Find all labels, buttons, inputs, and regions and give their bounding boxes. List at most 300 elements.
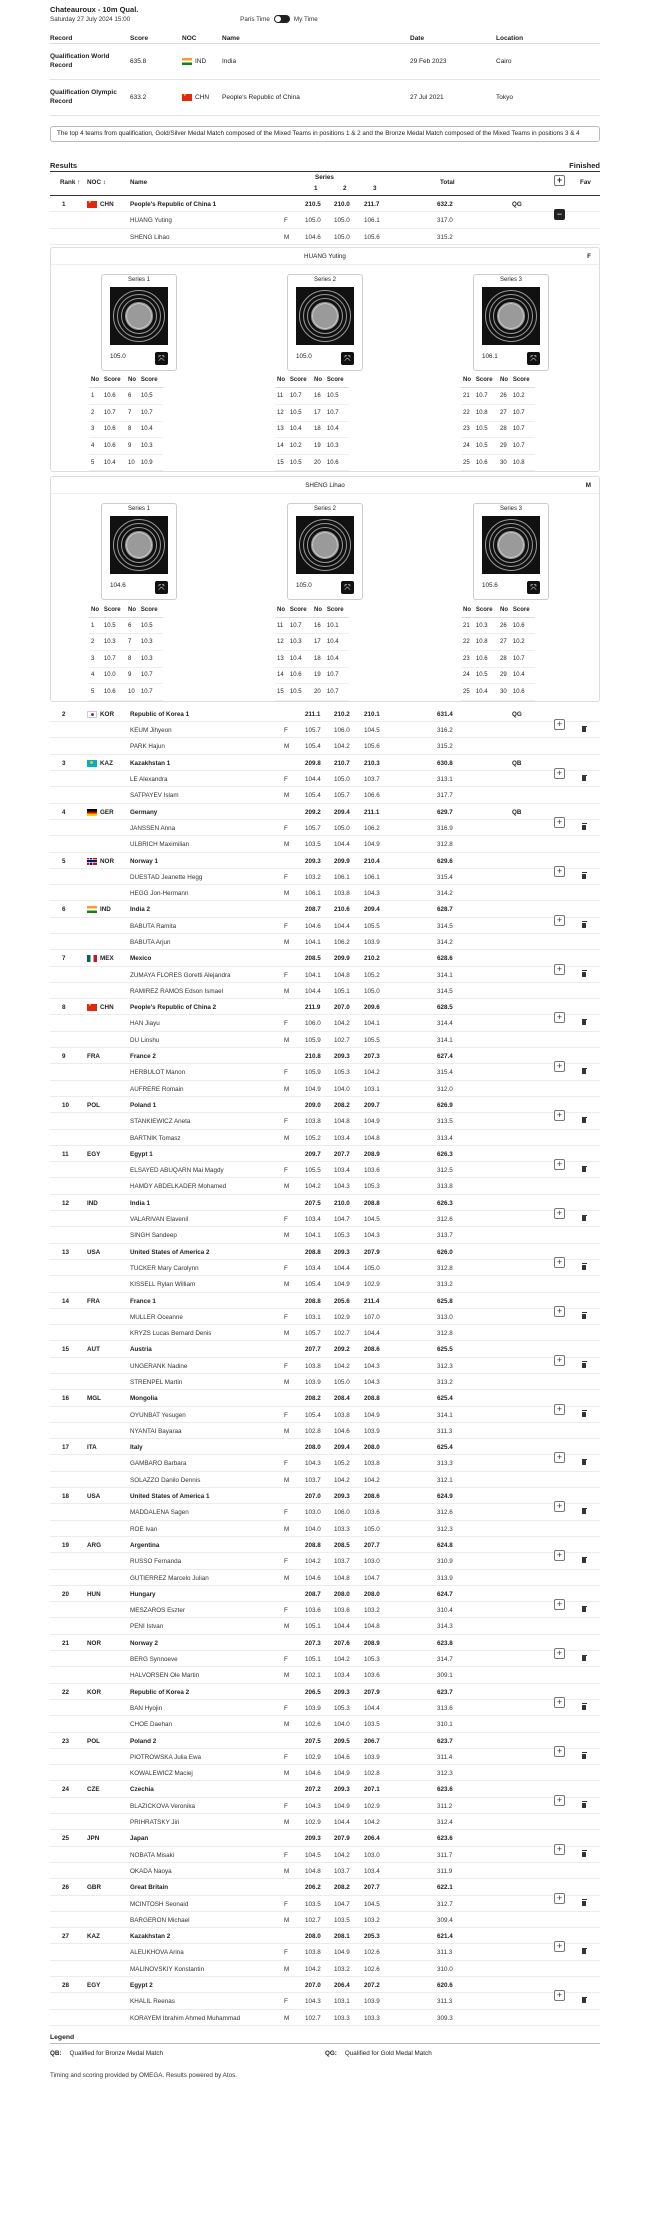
athlete-series-2: 104.4 bbox=[334, 841, 350, 849]
athlete-row[interactable] bbox=[50, 1354, 600, 1374]
athlete-gender: M bbox=[284, 1281, 290, 1289]
team-row[interactable] bbox=[50, 196, 600, 212]
athlete-row[interactable] bbox=[50, 816, 600, 836]
athlete-total: 315.2 bbox=[437, 743, 453, 751]
series-column bbox=[89, 503, 189, 700]
athlete-row[interactable] bbox=[50, 1032, 600, 1048]
delete-icon[interactable] bbox=[582, 1020, 586, 1025]
athlete-row[interactable] bbox=[50, 1403, 600, 1423]
records-table bbox=[50, 34, 600, 116]
athlete-row[interactable] bbox=[50, 1208, 600, 1227]
timezone-switch[interactable] bbox=[240, 15, 318, 23]
shot-cell: 2 bbox=[89, 634, 102, 651]
expand-button[interactable]: + bbox=[554, 817, 565, 828]
athlete-row[interactable] bbox=[50, 963, 600, 983]
athlete-total: 314.5 bbox=[437, 922, 453, 930]
shot-cell: 10.3 bbox=[288, 634, 312, 651]
athlete-row[interactable] bbox=[50, 1814, 600, 1830]
team-row[interactable] bbox=[50, 1684, 600, 1700]
team-row[interactable] bbox=[50, 1048, 600, 1064]
athlete-series-2: 104.4 bbox=[334, 1623, 350, 1631]
team-rank: 28 bbox=[62, 1981, 70, 1989]
col-noc[interactable]: NOC ↕ bbox=[87, 179, 106, 186]
athlete-row[interactable] bbox=[50, 1863, 600, 1879]
shot-cell: 10.6 bbox=[511, 684, 535, 701]
athlete-row[interactable] bbox=[50, 1081, 600, 1097]
athlete-series-3: 104.5 bbox=[364, 727, 380, 735]
team-row[interactable] bbox=[50, 1635, 600, 1651]
team-series-3: 207.1 bbox=[364, 1786, 380, 1794]
expand-button[interactable]: + bbox=[554, 1306, 565, 1317]
athlete-row[interactable] bbox=[50, 1110, 600, 1129]
athlete-series-2: 103.4 bbox=[334, 1167, 350, 1175]
team-series-2: 210.0 bbox=[334, 201, 350, 208]
athlete-row[interactable] bbox=[50, 983, 600, 999]
team-name: Norway 1 bbox=[130, 857, 158, 865]
shot-cell: 10.6 bbox=[474, 651, 498, 668]
shots-header: No bbox=[312, 373, 325, 388]
shot-cell: 10.5 bbox=[288, 404, 312, 421]
team-row[interactable] bbox=[50, 1488, 600, 1504]
delete-icon[interactable] bbox=[582, 1558, 586, 1563]
team-noc: FRA bbox=[87, 1053, 100, 1061]
athlete-row[interactable] bbox=[50, 1521, 600, 1537]
expand-button[interactable]: + bbox=[554, 1990, 565, 2001]
team-row[interactable] bbox=[50, 1146, 600, 1162]
athlete-row[interactable] bbox=[50, 719, 600, 738]
athlete-series-1: 102.7 bbox=[305, 1916, 321, 1924]
legend-item-qg: QG: Qualified for Gold Medal Match bbox=[325, 2049, 432, 2057]
shot-cell: 27 bbox=[498, 404, 511, 421]
expand-button[interactable]: + bbox=[554, 1599, 565, 1610]
team-total: 626.0 bbox=[437, 1248, 453, 1256]
team-noc: KOR bbox=[87, 1688, 101, 1696]
athlete-row[interactable] bbox=[50, 1423, 600, 1439]
expand-button[interactable]: + bbox=[554, 1110, 565, 1121]
expand-button[interactable]: + bbox=[554, 1355, 565, 1366]
team-rank: 27 bbox=[62, 1933, 70, 1941]
shot-cell: 10 bbox=[126, 454, 139, 471]
team-row[interactable] bbox=[50, 1195, 600, 1211]
athlete-total: 312.3 bbox=[437, 1770, 453, 1778]
athlete-series-1: 104.0 bbox=[305, 1525, 321, 1533]
athlete-series-2: 104.2 bbox=[334, 743, 350, 751]
athlete-row[interactable] bbox=[50, 1061, 600, 1080]
series-target-card bbox=[101, 503, 177, 600]
expand-button[interactable]: + bbox=[554, 1159, 565, 1170]
shot-cell: 23 bbox=[461, 421, 474, 438]
athlete-row[interactable] bbox=[50, 1501, 600, 1520]
athlete-row[interactable] bbox=[50, 1276, 600, 1292]
team-rank: 13 bbox=[62, 1248, 70, 1256]
team-row[interactable] bbox=[50, 853, 600, 869]
col-total: Total bbox=[440, 179, 455, 186]
athlete-row[interactable] bbox=[50, 2010, 600, 2026]
athlete-row[interactable] bbox=[50, 1570, 600, 1586]
athlete-name: KOWALEWICZ Maciej bbox=[130, 1770, 193, 1778]
team-row[interactable] bbox=[50, 1879, 600, 1895]
athlete-total: 312.1 bbox=[437, 1476, 453, 1484]
shot-cell: 29 bbox=[498, 438, 511, 455]
athlete-row[interactable] bbox=[50, 836, 600, 852]
team-total: 626.9 bbox=[437, 1101, 453, 1109]
athlete-gender: F bbox=[284, 873, 288, 881]
team-row[interactable] bbox=[50, 1537, 600, 1553]
delete-icon[interactable] bbox=[582, 1998, 586, 2003]
expand-button[interactable]: + bbox=[554, 1697, 565, 1708]
team-name: India 1 bbox=[130, 1199, 150, 1207]
athlete-row[interactable] bbox=[50, 1256, 600, 1276]
shot-cell: 10.4 bbox=[288, 421, 312, 438]
athlete-series-1: 104.6 bbox=[305, 1770, 321, 1778]
athlete-series-2: 103.4 bbox=[334, 1672, 350, 1680]
athlete-series-3: 102.8 bbox=[364, 1770, 380, 1778]
shot-row bbox=[461, 454, 535, 471]
athlete-total: 314.4 bbox=[437, 1020, 453, 1028]
delete-icon[interactable] bbox=[582, 1363, 586, 1368]
delete-icon[interactable] bbox=[582, 1412, 586, 1417]
team-noc: GER bbox=[87, 809, 114, 816]
athlete-row[interactable] bbox=[50, 1227, 600, 1243]
expand-button[interactable]: + bbox=[554, 1257, 565, 1268]
athlete-row[interactable] bbox=[50, 209, 600, 228]
athlete-name: HALVORSEN Ole Martin bbox=[130, 1672, 200, 1680]
team-row[interactable] bbox=[50, 1733, 600, 1749]
delete-icon[interactable] bbox=[582, 1852, 586, 1857]
athlete-row[interactable] bbox=[50, 1374, 600, 1390]
athlete-gender: F bbox=[284, 1509, 288, 1517]
athlete-row[interactable] bbox=[50, 229, 600, 245]
expand-button[interactable]: + bbox=[554, 1941, 565, 1952]
athlete-row[interactable] bbox=[50, 865, 600, 885]
delete-icon[interactable] bbox=[582, 1118, 586, 1123]
record-location: Cairo bbox=[496, 58, 512, 65]
athlete-row[interactable] bbox=[50, 1599, 600, 1618]
team-row[interactable] bbox=[50, 1928, 600, 1944]
series-total: 105.6 bbox=[482, 582, 498, 590]
athlete-series-1: 104.2 bbox=[305, 1558, 321, 1566]
shot-row bbox=[275, 388, 349, 405]
expand-button[interactable]: + bbox=[554, 1208, 565, 1219]
expand-button[interactable]: + bbox=[554, 1452, 565, 1463]
delete-icon[interactable] bbox=[582, 1901, 586, 1906]
team-row[interactable] bbox=[50, 1977, 600, 1993]
athlete-series-3: 103.1 bbox=[364, 1085, 380, 1093]
athlete-total: 312.3 bbox=[437, 1525, 453, 1533]
delete-icon[interactable] bbox=[582, 1705, 586, 1710]
athlete-series-1: 104.3 bbox=[305, 1460, 321, 1468]
athlete-gender: M bbox=[284, 233, 290, 241]
athlete-series-2: 105.7 bbox=[334, 792, 350, 800]
delete-icon[interactable] bbox=[582, 1069, 586, 1074]
athlete-row[interactable] bbox=[50, 1472, 600, 1488]
expand-icon[interactable]: ⤧ bbox=[155, 352, 168, 365]
team-series-3: 210.4 bbox=[364, 857, 380, 865]
expand-icon[interactable]: ⤧ bbox=[341, 581, 354, 594]
athlete-row[interactable] bbox=[50, 1130, 600, 1146]
series-target-card bbox=[473, 274, 549, 371]
team-series-3: 208.8 bbox=[364, 1395, 380, 1403]
delete-icon[interactable] bbox=[582, 1949, 586, 1954]
delete-icon[interactable] bbox=[582, 874, 586, 879]
team-rank: 23 bbox=[62, 1737, 70, 1745]
expand-button[interactable]: + bbox=[554, 1501, 565, 1512]
athlete-series-1: 103.9 bbox=[305, 1379, 321, 1386]
athlete-series-3: 104.8 bbox=[364, 1623, 380, 1631]
team-total: 624.7 bbox=[437, 1590, 453, 1598]
delete-icon[interactable] bbox=[582, 1167, 586, 1172]
team-series-3: 207.2 bbox=[364, 1981, 380, 1989]
athlete-series-1: 104.1 bbox=[305, 938, 321, 946]
athlete-series-1: 103.4 bbox=[305, 1216, 321, 1224]
athlete-series-3: 104.2 bbox=[364, 1819, 380, 1827]
shot-row bbox=[461, 684, 535, 701]
team-noc: MEX bbox=[87, 955, 114, 962]
athlete-series-1: 104.4 bbox=[305, 987, 321, 995]
team-row[interactable] bbox=[50, 1341, 600, 1357]
delete-icon[interactable] bbox=[582, 972, 586, 977]
shot-cell: 28 bbox=[498, 651, 511, 668]
expand-button[interactable]: + bbox=[554, 1550, 565, 1561]
team-row[interactable] bbox=[50, 1244, 600, 1260]
athlete-row[interactable] bbox=[50, 1990, 600, 2009]
shots-header: No bbox=[89, 373, 102, 388]
delete-icon[interactable] bbox=[582, 1803, 586, 1808]
athlete-total: 313.3 bbox=[437, 1460, 453, 1468]
athlete-name: CHOE Daehan bbox=[130, 1721, 172, 1729]
shot-cell: 10.7 bbox=[325, 684, 349, 701]
shot-row bbox=[89, 438, 163, 455]
team-row[interactable] bbox=[50, 1781, 600, 1797]
athlete-series-2: 104.2 bbox=[334, 1362, 350, 1370]
expand-button[interactable]: + bbox=[554, 1795, 565, 1806]
athlete-row[interactable] bbox=[50, 787, 600, 803]
team-rank: 5 bbox=[62, 857, 66, 865]
athlete-gender: M bbox=[284, 1085, 290, 1093]
athlete-series-2: 103.4 bbox=[334, 1134, 350, 1142]
expand-button[interactable]: + bbox=[554, 866, 565, 877]
team-series-1: 206.5 bbox=[305, 1688, 321, 1696]
team-row[interactable] bbox=[50, 1439, 600, 1455]
shot-row bbox=[89, 404, 163, 421]
shot-cell: 21 bbox=[461, 617, 474, 634]
expand-icon[interactable]: ⤧ bbox=[527, 352, 540, 365]
team-noc: POL bbox=[87, 1101, 100, 1109]
team-row[interactable] bbox=[50, 1830, 600, 1846]
team-series-3: 207.9 bbox=[364, 1688, 380, 1696]
qualification-badge: QB bbox=[512, 808, 522, 816]
shot-cell: 11 bbox=[275, 617, 288, 634]
athlete-series-3: 102.9 bbox=[364, 1281, 380, 1289]
team-rank: 22 bbox=[62, 1688, 70, 1696]
detail-athlete-name bbox=[51, 477, 599, 494]
team-series-2: 208.2 bbox=[334, 1884, 350, 1892]
team-series-1: 210.8 bbox=[305, 1053, 321, 1061]
athlete-row[interactable] bbox=[50, 1696, 600, 1716]
athlete-row[interactable] bbox=[50, 1892, 600, 1912]
athlete-row[interactable] bbox=[50, 1618, 600, 1634]
delete-icon[interactable] bbox=[582, 1509, 586, 1514]
col-noc: NOC bbox=[182, 35, 197, 42]
athlete-row[interactable] bbox=[50, 885, 600, 901]
athlete-name: MALINOVSKIY Konstantin bbox=[130, 1965, 205, 1973]
team-name: United States of America 1 bbox=[130, 1493, 210, 1501]
team-row[interactable] bbox=[50, 804, 600, 820]
athlete-name: SATPAYEV Islam bbox=[130, 792, 179, 800]
delete-icon[interactable] bbox=[582, 1216, 586, 1221]
delete-icon[interactable] bbox=[582, 727, 586, 732]
athlete-row[interactable] bbox=[50, 1765, 600, 1781]
athlete-row[interactable] bbox=[50, 1745, 600, 1765]
delete-icon[interactable] bbox=[582, 1265, 586, 1270]
team-noc: JPN bbox=[87, 1835, 100, 1843]
athlete-row[interactable] bbox=[50, 914, 600, 934]
expand-button[interactable]: + bbox=[554, 1061, 565, 1072]
shots-header: Score bbox=[511, 373, 535, 388]
shot-cell: 10.7 bbox=[139, 404, 163, 421]
athlete-row[interactable] bbox=[50, 1716, 600, 1732]
expand-icon[interactable]: ⤧ bbox=[341, 352, 354, 365]
athlete-series-3: 105.6 bbox=[364, 233, 380, 241]
team-row[interactable] bbox=[50, 1390, 600, 1406]
athlete-row[interactable] bbox=[50, 1941, 600, 1960]
delete-icon[interactable] bbox=[582, 1607, 586, 1612]
athlete-series-1: 104.4 bbox=[305, 776, 321, 784]
athlete-total: 312.8 bbox=[437, 1330, 453, 1338]
expand-button[interactable]: + bbox=[554, 1012, 565, 1023]
athlete-series-3: 103.9 bbox=[364, 1998, 380, 2006]
athlete-row[interactable] bbox=[50, 1667, 600, 1683]
team-rank: 19 bbox=[62, 1541, 70, 1549]
shot-row bbox=[461, 438, 535, 455]
team-row[interactable] bbox=[50, 1293, 600, 1309]
athlete-row[interactable] bbox=[50, 768, 600, 787]
series-target-card bbox=[287, 503, 363, 600]
athlete-row[interactable] bbox=[50, 1325, 600, 1341]
team-row[interactable] bbox=[50, 1586, 600, 1602]
delete-icon[interactable] bbox=[582, 1314, 586, 1319]
team-row[interactable] bbox=[50, 1097, 600, 1113]
expand-button[interactable]: + bbox=[554, 964, 565, 975]
chn-flag-icon bbox=[87, 1004, 97, 1011]
delete-icon[interactable] bbox=[582, 776, 586, 781]
athlete-total: 316.2 bbox=[437, 727, 453, 735]
team-name: Germany bbox=[130, 808, 158, 816]
shot-cell: 10.4 bbox=[102, 454, 126, 471]
shot-cell: 9 bbox=[126, 438, 139, 455]
expand-button[interactable]: + bbox=[554, 1648, 565, 1659]
team-row[interactable] bbox=[50, 706, 600, 722]
shot-cell: 10.3 bbox=[102, 634, 126, 651]
athlete-row[interactable] bbox=[50, 738, 600, 754]
athlete-row[interactable] bbox=[50, 934, 600, 950]
team-series-2: 209.3 bbox=[334, 1786, 350, 1794]
shot-row bbox=[89, 421, 163, 438]
athlete-row[interactable] bbox=[50, 1794, 600, 1814]
team-row[interactable] bbox=[50, 901, 600, 917]
paris-time-label: Paris Time bbox=[240, 15, 270, 23]
shot-cell: 10.4 bbox=[325, 634, 349, 651]
shot-cell: 10.5 bbox=[474, 667, 498, 684]
athlete-series-1: 103.8 bbox=[305, 1362, 321, 1370]
delete-icon[interactable] bbox=[582, 923, 586, 928]
athlete-row[interactable] bbox=[50, 1159, 600, 1178]
col-rank[interactable]: Rank ↑ bbox=[60, 179, 81, 186]
nor-flag-icon bbox=[87, 858, 97, 865]
shot-cell: 10.6 bbox=[474, 454, 498, 471]
expand-button[interactable]: + bbox=[554, 1893, 565, 1904]
expand-icon[interactable]: ⤧ bbox=[527, 581, 540, 594]
expand-button[interactable]: + bbox=[554, 768, 565, 779]
expand-button[interactable]: + bbox=[554, 1844, 565, 1855]
team-row[interactable] bbox=[50, 999, 600, 1015]
athlete-series-2: 104.3 bbox=[334, 1183, 350, 1191]
athlete-name: HEGG Jon-Hermann bbox=[130, 890, 189, 898]
athlete-row[interactable] bbox=[50, 1961, 600, 1977]
shot-cell: 12 bbox=[275, 634, 288, 651]
record-score: 633.2 bbox=[130, 94, 147, 101]
athlete-row[interactable] bbox=[50, 1178, 600, 1194]
shot-row bbox=[275, 634, 349, 651]
record-row-world bbox=[50, 44, 600, 80]
expand-button[interactable]: + bbox=[554, 915, 565, 926]
ind-flag-icon bbox=[87, 906, 97, 913]
athlete-row[interactable] bbox=[50, 1012, 600, 1031]
delete-icon[interactable] bbox=[582, 825, 586, 830]
athlete-name: KORAYEM Ibrahim Ahmed Muhammad bbox=[130, 2014, 241, 2022]
athlete-name: MESZAROS Eszter bbox=[130, 1607, 185, 1615]
team-row[interactable] bbox=[50, 950, 600, 966]
expand-icon[interactable]: ⤧ bbox=[155, 581, 168, 594]
team-rank: 12 bbox=[62, 1199, 70, 1207]
team-total: 627.4 bbox=[437, 1053, 453, 1061]
athlete-series-1: 102.7 bbox=[305, 2014, 321, 2022]
shots-header: No bbox=[312, 602, 325, 617]
athlete-series-2: 105.0 bbox=[334, 1379, 350, 1386]
shot-cell: 10.6 bbox=[102, 438, 126, 455]
team-series-2: 209.2 bbox=[334, 1346, 350, 1354]
athlete-row[interactable] bbox=[50, 1648, 600, 1667]
shot-cell: 10.4 bbox=[139, 421, 163, 438]
delete-icon[interactable] bbox=[582, 1754, 586, 1759]
expand-all-button[interactable]: + bbox=[554, 175, 565, 186]
athlete-row[interactable] bbox=[50, 1843, 600, 1863]
team-row[interactable] bbox=[50, 755, 600, 771]
athlete-series-2: 104.8 bbox=[334, 1574, 350, 1582]
delete-icon[interactable] bbox=[582, 1460, 586, 1465]
shots-header: No bbox=[498, 602, 511, 617]
team-series-3: 209.7 bbox=[364, 1101, 380, 1109]
athlete-name: SOLAZZO Danilo Dennis bbox=[130, 1476, 201, 1484]
shot-cell: 10.7 bbox=[102, 651, 126, 668]
delete-icon[interactable] bbox=[582, 1656, 586, 1661]
shots-header: No bbox=[498, 373, 511, 388]
shot-cell: 10.5 bbox=[474, 421, 498, 438]
athlete-row[interactable] bbox=[50, 1912, 600, 1928]
expand-button[interactable]: + bbox=[554, 1404, 565, 1415]
team-series-3: 208.0 bbox=[364, 1590, 380, 1598]
expand-button[interactable]: + bbox=[554, 719, 565, 730]
shot-cell: 10.5 bbox=[139, 388, 163, 405]
athlete-row[interactable] bbox=[50, 1305, 600, 1325]
athlete-name: JANSSEN Anna bbox=[130, 824, 176, 832]
collapse-button[interactable]: − bbox=[554, 209, 565, 220]
expand-button[interactable]: + bbox=[554, 1746, 565, 1757]
athlete-gender: F bbox=[284, 776, 288, 784]
athlete-row[interactable] bbox=[50, 1452, 600, 1471]
timezone-toggle[interactable] bbox=[274, 15, 290, 23]
athlete-row[interactable] bbox=[50, 1550, 600, 1569]
